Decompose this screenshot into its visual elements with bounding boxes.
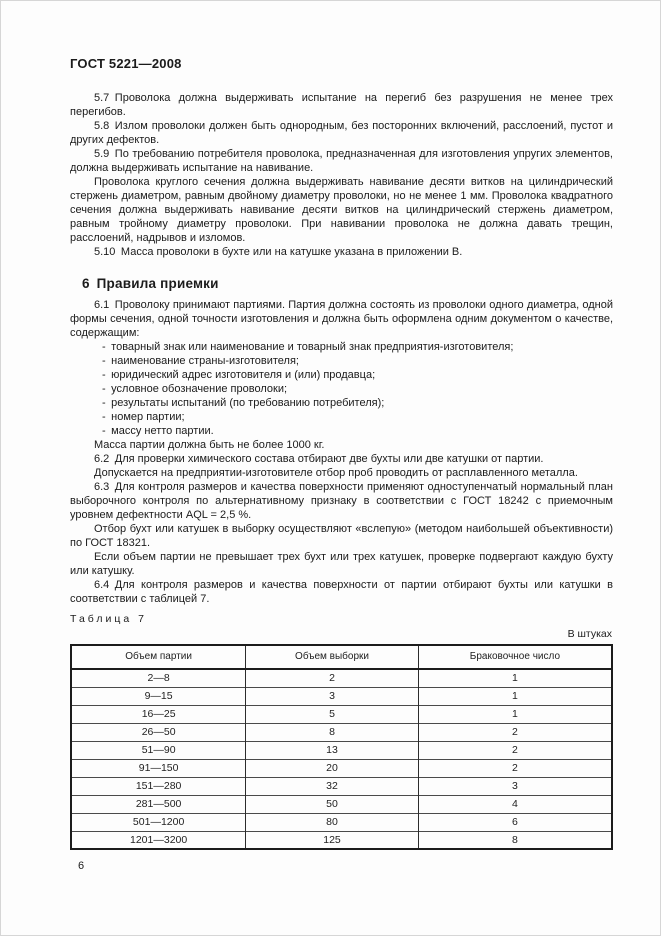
table-7-units-note: В штуках xyxy=(567,628,612,640)
paragraph-5-9-continuation: Проволока круглого сечения должна выдерживать навивание десяти витков на цилиндрический стержень диаметром, равным двойному диаметру проволоки, но не менее 1 мм. Проволока квадратного сечения должна выдерживать навивание десяти витков на цилиндрический стержень диаметром, равным тройному диаметру проволоки. При навивании проволока не должна давать трещин, расслоений, надрывов и изломов. xyxy=(70,176,613,244)
document-title: ГОСТ 5221—2008 xyxy=(70,56,182,71)
table-cell-reject-number: 1 xyxy=(418,669,612,687)
paragraph-6-3: 6.3 Для контроля размеров и качества поверхности применяют одноступенчатый нормальный план выборочного контроля по альтернативному признаку в соответствии с ГОСТ 18242 с приемочным уровнем дефектности AQL = 2,5 %. xyxy=(70,481,613,521)
table-cell-reject-number: 2 xyxy=(418,723,612,741)
table-cell-sample-size: 80 xyxy=(246,813,419,831)
section-6-heading: 6 Правила приемки xyxy=(82,276,219,291)
table-cell-lot-size: 9—15 xyxy=(71,687,246,705)
table-row xyxy=(71,759,612,777)
table-row xyxy=(71,687,612,705)
table-header-row xyxy=(71,645,612,669)
table-cell-sample-size: 5 xyxy=(246,705,419,723)
page-number: 6 xyxy=(78,860,85,872)
table-cell-reject-number: 2 xyxy=(418,759,612,777)
table-row xyxy=(71,831,612,849)
paragraph-6-4: 6.4 Для контроля размеров и качества поверхности от партии отбирают бухты или катушки в соответствии с таблицей 7. xyxy=(70,579,613,605)
table-cell-lot-size: 91—150 xyxy=(71,759,246,777)
table-cell-sample-size: 20 xyxy=(246,759,419,777)
table-row xyxy=(71,813,612,831)
table-cell-reject-number: 1 xyxy=(418,705,612,723)
paragraph-6-1: 6.1 Проволоку принимают партиями. Партия должна состоять из проволоки одного диаметра, одной формы сечения, одной точности изготовления и должна быть оформлена одним документом о качестве, содержащим: xyxy=(70,299,613,339)
column-header: Браковочное число xyxy=(418,645,612,669)
table-cell-lot-size: 51—90 xyxy=(71,741,246,759)
table-cell-sample-size: 13 xyxy=(246,741,419,759)
table-cell-reject-number: 6 xyxy=(418,813,612,831)
table-cell-reject-number: 1 xyxy=(418,687,612,705)
table-cell-lot-size: 2—8 xyxy=(71,669,246,687)
table-cell-lot-size: 281—500 xyxy=(71,795,246,813)
table-cell-sample-size: 50 xyxy=(246,795,419,813)
table-cell-sample-size: 2 xyxy=(246,669,419,687)
table-cell-sample-size: 125 xyxy=(246,831,419,849)
table-cell-lot-size: 1201—3200 xyxy=(71,831,246,849)
table-row xyxy=(71,741,612,759)
bullet-item: - номер партии; xyxy=(102,411,185,423)
paragraph-6-2: 6.2 Для проверки химического состава отбирают две бухты или две катушки от партии. xyxy=(94,453,544,465)
table-row xyxy=(71,795,612,813)
bullet-item: - массу нетто партии. xyxy=(102,425,214,437)
table-cell-sample-size: 3 xyxy=(246,687,419,705)
table-cell-sample-size: 8 xyxy=(246,723,419,741)
table-row xyxy=(71,723,612,741)
bullet-list xyxy=(70,340,613,438)
table-cell-lot-size: 151—280 xyxy=(71,777,246,795)
bullet-item: - условное обозначение проволоки; xyxy=(102,383,288,395)
paragraph-5-9: 5.9 По требованию потребителя проволока, предназначенная для изготовления упругих элементов, должна выдерживать испытание на навивание. xyxy=(70,148,613,174)
sampling-table xyxy=(70,644,613,850)
paragraph-5-10: 5.10 Масса проволоки в бухте или на катушке указана в приложении В. xyxy=(94,246,463,258)
table-cell-sample-size: 32 xyxy=(246,777,419,795)
table-cell-reject-number: 8 xyxy=(418,831,612,849)
paragraph-6-3-small-lots: Если объем партии не превышает трех бухт или трех катушек, проверке подвергают каждую бухту или катушку. xyxy=(70,551,613,577)
paragraph-6-3-selection: Отбор бухт или катушек в выборку осуществляют «вслепую» (методом наибольшей объективности) по ГОСТ 18321. xyxy=(70,523,613,549)
table-cell-reject-number: 2 xyxy=(418,741,612,759)
table-row xyxy=(71,669,612,687)
table-cell-lot-size: 26—50 xyxy=(71,723,246,741)
table-row xyxy=(71,777,612,795)
paragraph-5-7: 5.7 Проволока должна выдерживать испытание на перегиб без разрушения не менее трех перегибов. xyxy=(70,92,613,118)
column-header: Объем выборки xyxy=(246,645,419,669)
table-cell-lot-size: 501—1200 xyxy=(71,813,246,831)
table-cell-lot-size: 16—25 xyxy=(71,705,246,723)
bullet-item: - юридический адрес изготовителя и (или) продавца; xyxy=(102,369,376,381)
bullet-item: - наименование страны-изготовителя; xyxy=(102,355,299,367)
table-row xyxy=(71,705,612,723)
paragraph-5-8: 5.8 Излом проволоки должен быть однородным, без посторонних включений, расслоений, пустот и других дефектов. xyxy=(70,120,613,146)
column-header: Объем партии xyxy=(71,645,246,669)
paragraph-mass-limit: Масса партии должна быть не более 1000 кг. xyxy=(94,439,325,451)
bullet-item: - результаты испытаний (по требованию потребителя); xyxy=(102,397,385,409)
bullet-item: - товарный знак или наименование и товарный знак предприятия-изготовителя; xyxy=(102,341,514,353)
table-cell-reject-number: 4 xyxy=(418,795,612,813)
table-7-caption: Таблица 7 xyxy=(70,613,147,625)
paragraph-6-2-note: Допускается на предприятии-изготовителе отбор проб проводить от расплавленного металла. xyxy=(94,467,578,479)
table-cell-reject-number: 3 xyxy=(418,777,612,795)
